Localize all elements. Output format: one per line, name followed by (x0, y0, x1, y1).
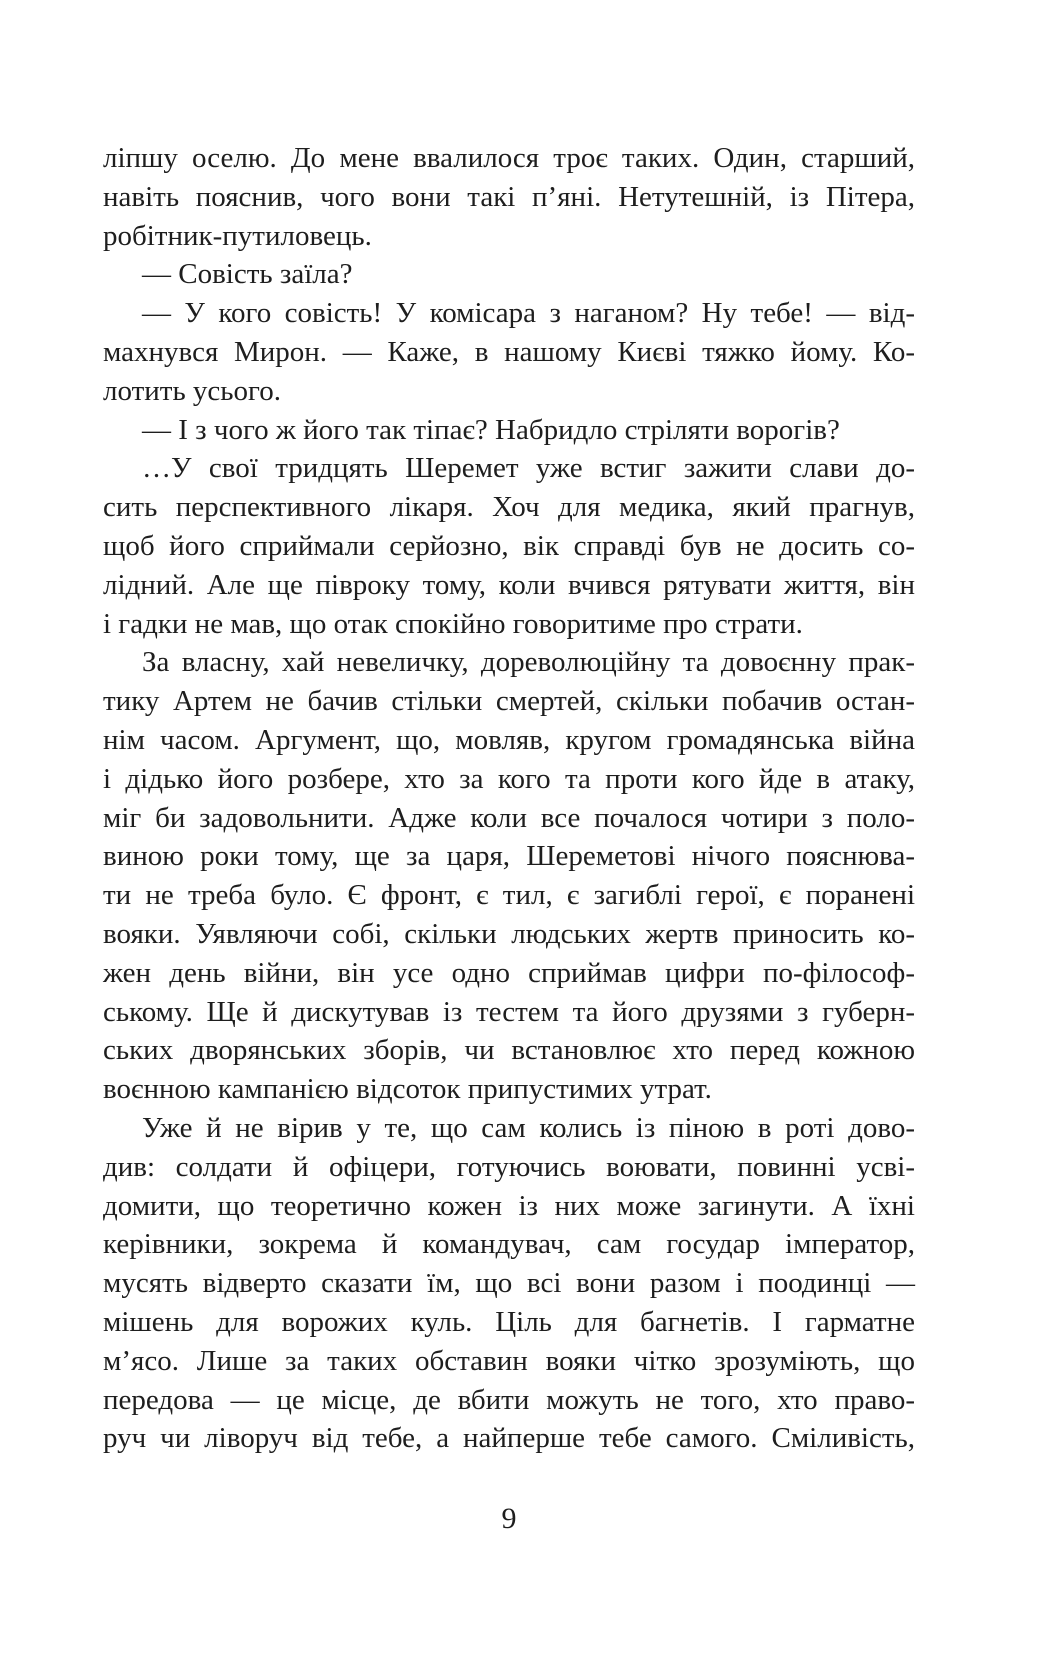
text-line: руч чи ліворуч від тебе, а найперше тебе самого. Сміливість, (103, 1422, 915, 1455)
text-line: домити, що теоретично кожен із них може загинути. А їхні (103, 1189, 915, 1222)
text-line: вояки. Уявляючи собі, скільки людських жертв приносить ко- (103, 917, 915, 950)
text-line: мусять відверто сказати їм, що всі вони разом і поодинці — (103, 1267, 915, 1300)
text-line: Уже й не вірив у те, що сам колись із піною в роті дово- (142, 1111, 915, 1144)
text-line: і гадки не мав, що отак спокійно говоритиме про страти. (103, 607, 803, 640)
text-line: мішень для ворожих куль. Ціль для багнетів. І гарматне (103, 1305, 915, 1338)
text-line: міг би задовольнити. Адже коли все почалося чотири з поло- (103, 801, 915, 834)
page-number: 9 (501, 1502, 517, 1535)
text-line: ському. Ще й дискутував із тестем та його друзями з губерн- (103, 995, 915, 1028)
text-line: щоб його сприймали серйозно, вік справді був не досить со- (103, 529, 915, 562)
text-line: ських дворянських зборів, чи встановлює хто перед кожною (103, 1034, 915, 1067)
text-line: і дідько його розбере, хто за кого та проти кого йде в атаку, (103, 762, 915, 795)
text-line: — Совість заїла? (142, 258, 353, 291)
text-line: нім часом. Аргумент, що, мовляв, кругом громадянська війна (103, 723, 915, 756)
text-line: — У кого совість! У комісара з наганом? Ну тебе! — від- (142, 297, 915, 330)
text-line: навіть пояснив, чого вони такі п’яні. Нетутешній, із Пітера, (103, 180, 915, 213)
text-line: жен день війни, він усе одно сприймав цифри по-філософ- (103, 956, 915, 989)
text-line: лідний. Але ще півроку тому, коли вчився рятувати життя, він (103, 568, 915, 601)
text-line: ліпшу оселю. До мене ввалилося троє таких. Один, старший, (103, 142, 915, 174)
text-line: лотить усього. (103, 374, 281, 407)
text-line: виною роки тому, ще за царя, Шереметові нічого пояснюва- (103, 840, 915, 873)
text-line: …У свої тридцять Шеремет уже встиг зажити слави до- (142, 452, 915, 485)
text-line: махнувся Мирон. — Каже, в нашому Києві тяжко йому. Ко- (103, 335, 915, 368)
text-line: — І з чого ж його так тіпає? Набридло стріляти ворогів? (142, 413, 840, 446)
text-line: ти не треба було. Є фронт, є тил, є загиблі герої, є поранені (103, 879, 915, 912)
text-line: робітник-путиловець. (103, 219, 372, 252)
text-line: передова — це місце, де вбити можуть не того, хто право- (103, 1383, 915, 1416)
page-text-block (103, 139, 915, 1458)
text-line: м’ясо. Лише за таких обставин вояки чітко зрозуміють, що (103, 1344, 915, 1377)
text-line: За власну, хай невеличку, дореволюційну та довоєнну прак- (142, 646, 915, 679)
text-line: керівники, зокрема й командувач, сам государ імператор, (103, 1228, 915, 1261)
text-line: див: солдати й офіцери, готуючись воювати, повинні усві- (103, 1150, 915, 1183)
text-line: тику Артем не бачив стільки смертей, скільки побачив остан- (103, 685, 915, 718)
text-line: сить перспективного лікаря. Хоч для медика, який прагнув, (103, 491, 915, 524)
text-line: воєнною кампанією відсоток припустимих утрат. (103, 1073, 712, 1106)
